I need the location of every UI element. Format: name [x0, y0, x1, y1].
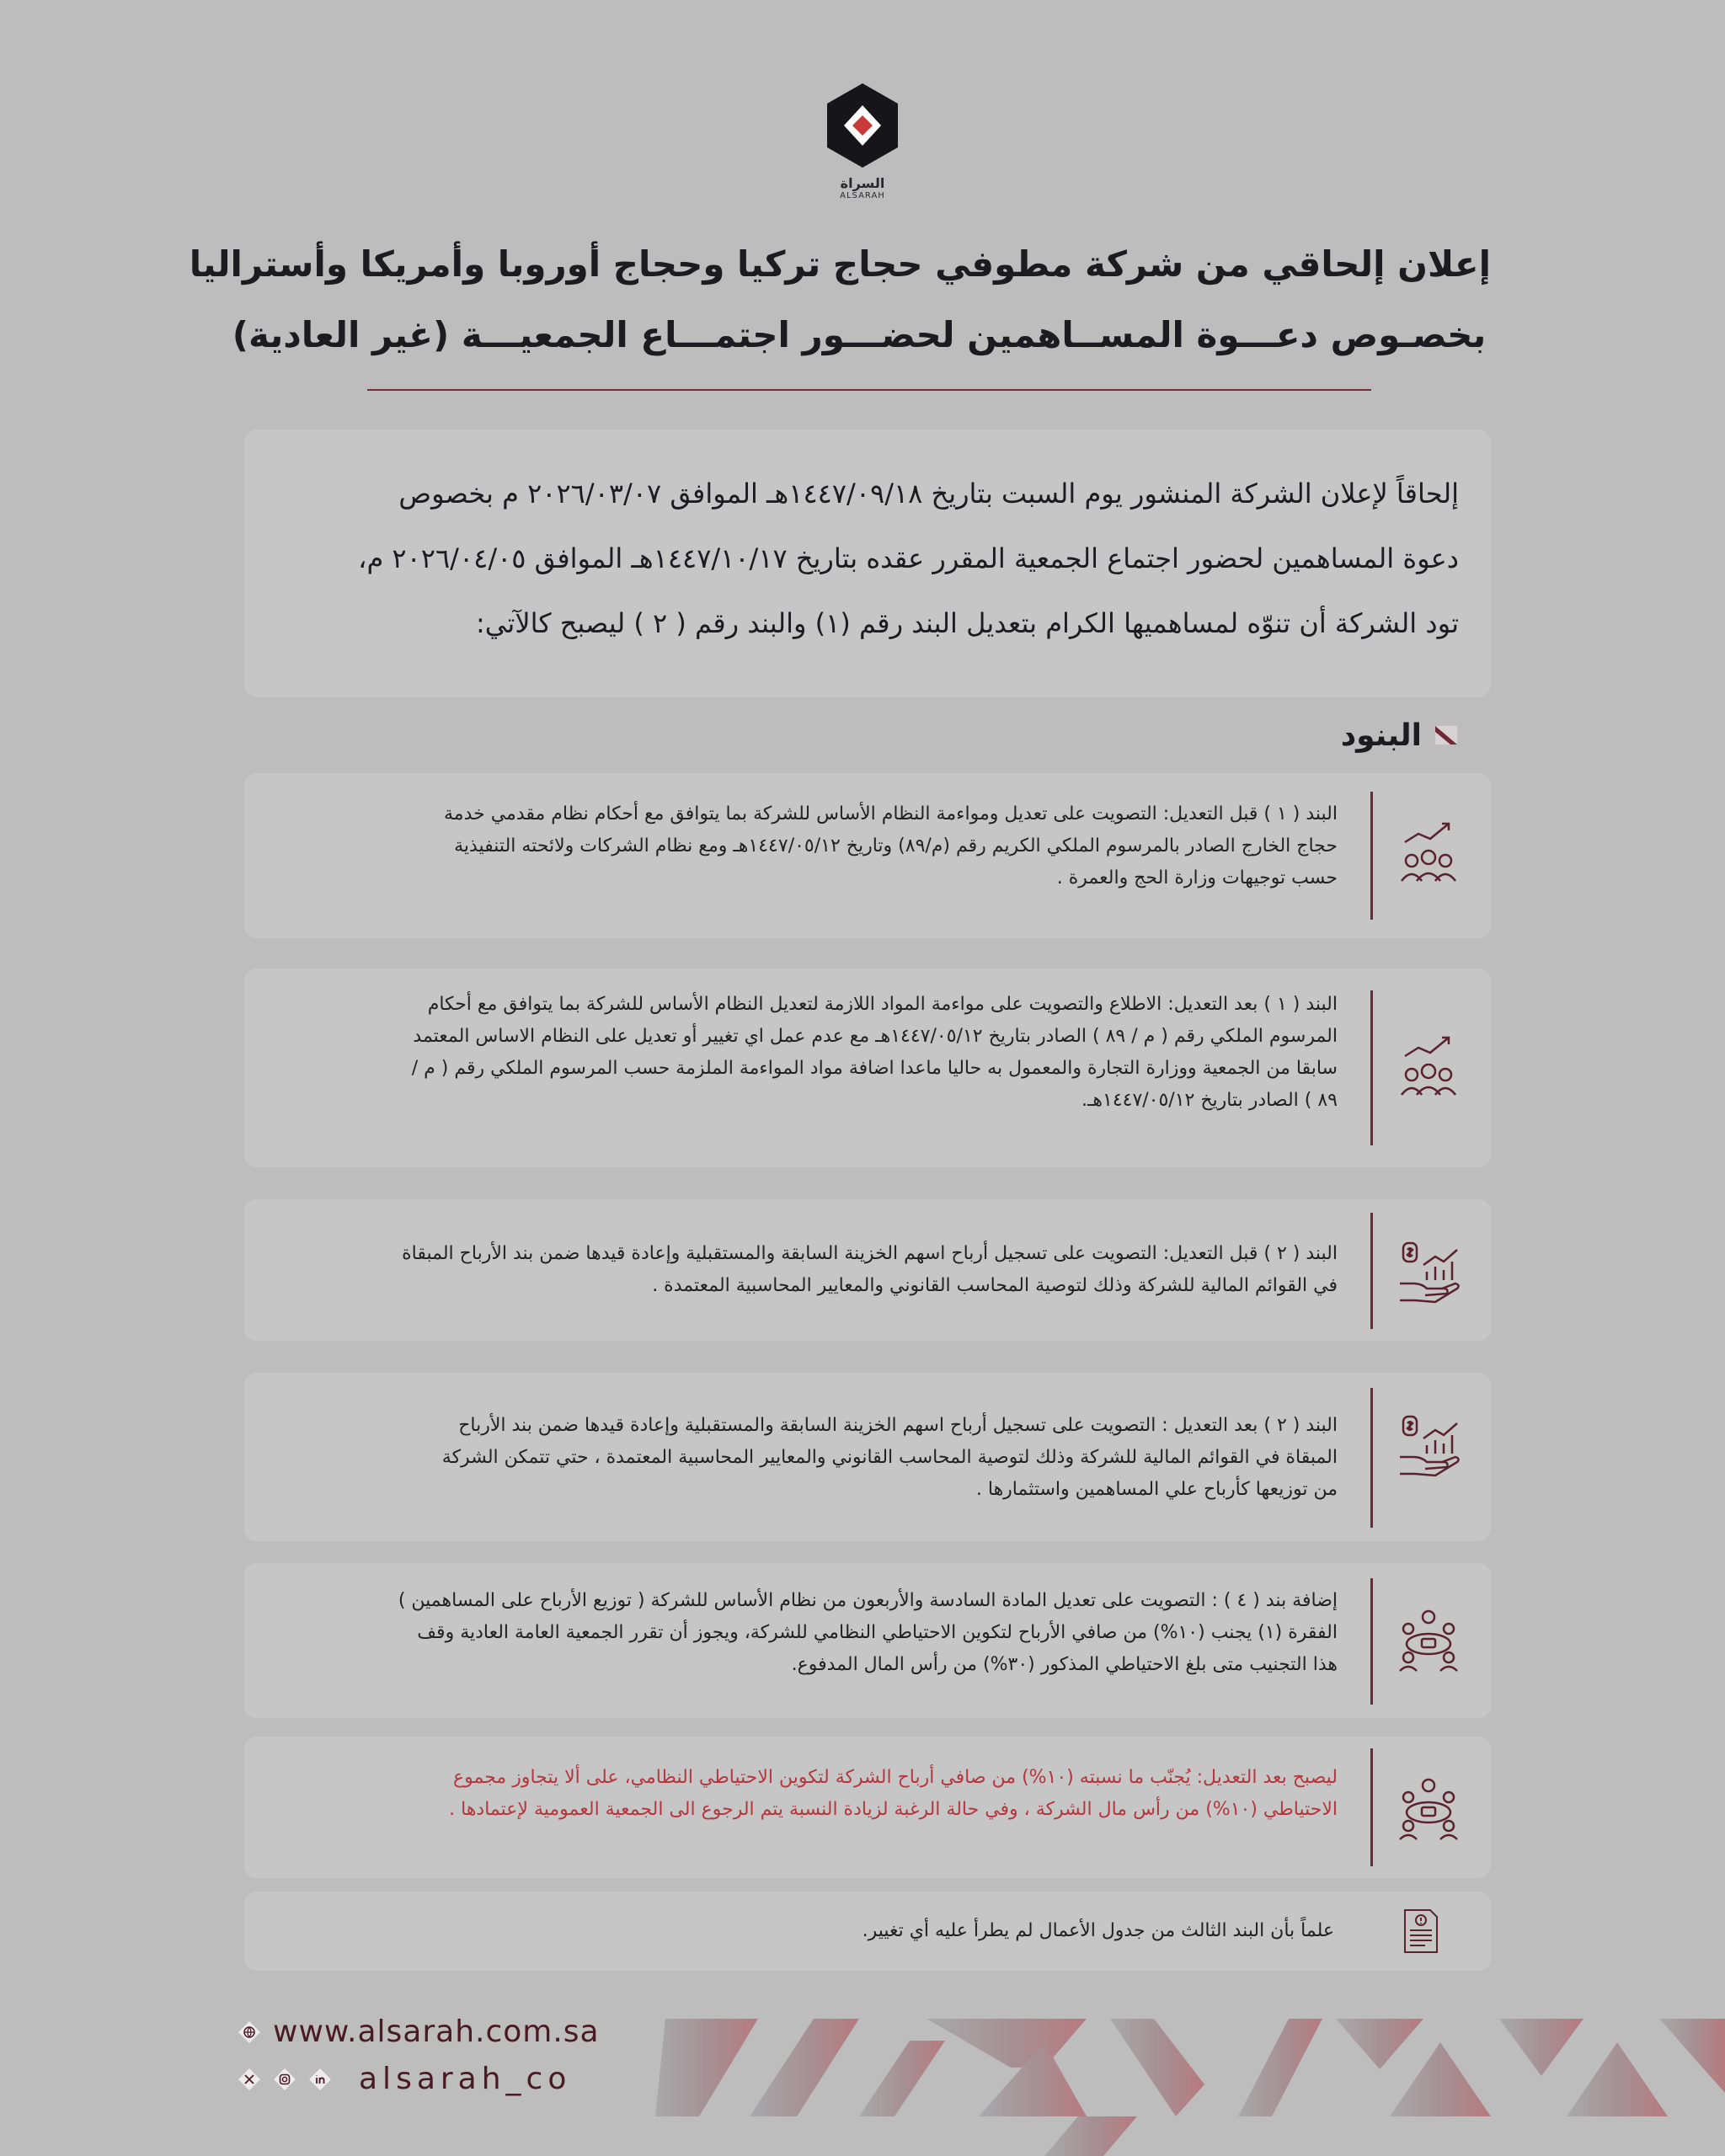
flag-icon [1434, 723, 1459, 748]
clause-line: حسب توجيهات وزارة الحج والعمرة . [1056, 867, 1338, 889]
clause-card [244, 1373, 1491, 1541]
section-header [1221, 712, 1459, 759]
clause-line: ٨٩ ) الصادر بتاريخ ١٤٤٧/٠٥/١٢هـ. [1081, 1090, 1338, 1111]
instagram-icon[interactable] [273, 2068, 296, 2091]
clause-text [310, 1410, 1338, 1506]
title-divider [367, 389, 1371, 391]
logo-hexagon-icon [820, 80, 905, 173]
people-growth-icon [1393, 817, 1464, 888]
clause-line: الفقرة (١) يجنب (١٠%) من صافي الأرباح لتكوين الاحتياطي النظامي للشركة، ويجوز أن تقرر الجمعية العامة العادية وقف [417, 1622, 1338, 1643]
announcement-title [189, 229, 1491, 371]
note-line: علماً بأن البند الثالث من جدول الأعمال لم يطرأ عليه أي تغيير. [862, 1920, 1334, 1941]
meeting-table-icon [1393, 1772, 1464, 1843]
money-chart-hand-icon [1393, 1235, 1464, 1305]
clause-card [244, 1199, 1491, 1341]
website-row [238, 2015, 600, 2049]
intro-line: تود الشركة أن تنوّه لمساهميها الكرام بتعديل البند رقم (١) والبند رقم ( ٢ ) ليصبح كالآتي: [475, 607, 1459, 639]
clause-card-amended [244, 1737, 1491, 1878]
card-divider [1370, 990, 1373, 1145]
social-handle[interactable]: alsarah_co [359, 2062, 572, 2096]
clause-line: البند ( ٢ ) بعد التعديل : التصويت على تسجيل أرباح اسهم الخزينة السابقة والمستقبلية وإعادة قيدها ضمن بند الأرباح [458, 1415, 1338, 1436]
card-divider [1370, 1388, 1373, 1528]
clause-line: ليصبح بعد التعديل: يُجنّب ما نسبته (١٠%) من صافي أرباح الشركة لتكوين الاحتياطي النظامي، على ألا يتجاوز مجموع [453, 1767, 1338, 1788]
card-divider [1370, 1578, 1373, 1705]
clause-text [310, 798, 1338, 894]
clause-line: البند ( ١ ) قبل التعديل: التصويت على تعديل ومواءمة النظام الأساس للشركة بما يتوافق مع أحكام نظام مقدمي خدمة [443, 803, 1338, 825]
clause-line: المرسوم الملكي رقم ( م / ٨٩ ) الصادر بتاريخ ١٤٤٧/٠٥/١٢هـ مع عدم عمل اي تغيير أو تعديل على النظام الاساس المعتمد [413, 1026, 1338, 1047]
document-icon [1397, 1907, 1445, 1956]
section-title: البنود [1340, 718, 1422, 753]
clause-card [244, 773, 1491, 938]
clause-line: البند ( ١ ) بعد التعديل: الاطلاع والتصويت على مواءمة المواد اللازمة لتعديل النظام الأساس للشركة بما يتوافق مع أحكام [427, 994, 1338, 1015]
website-link[interactable]: www.alsarah.com.sa [273, 2015, 600, 2049]
intro-line: إلحاقاً لإعلان الشركة المنشور يوم السبت بتاريخ ١٤٤٧/٠٩/١٨هـ الموافق ٢٠٢٦/٠٣/٠٧ م بخصوص [398, 478, 1459, 510]
clause-line: من توزيعها كأرباح علي المساهمين واستثمارها . [975, 1479, 1338, 1500]
card-divider [1370, 1748, 1373, 1866]
clause-card [244, 1563, 1491, 1718]
clause-line: حجاج الخارج الصادر بالمرسوم الملكي الكريم رقم (م/٨٩) وتاريخ ١٤٤٧/٠٥/١٢هـ ومع نظام الشركات ولائحته التنفيذية [454, 835, 1338, 857]
money-chart-hand-icon [1393, 1408, 1464, 1479]
clause-text [310, 1762, 1338, 1826]
company-logo [820, 80, 905, 201]
people-growth-icon [1393, 1031, 1464, 1102]
clause-line: البند ( ٢ ) قبل التعديل: التصويت على تسجيل أرباح اسهم الخزينة السابقة والمستقبلية وإعادة قيدها ضمن بند الأرباح المبقاة [402, 1243, 1338, 1264]
x-icon[interactable] [238, 2068, 261, 2091]
clause-line: المبقاة في القوائم المالية للشركة وذلك لتوصية المحاسب القانوني والمعايير المحاسبية المعتمدة ، حتي تتمكن الشركة [441, 1447, 1338, 1468]
meeting-table-icon [1393, 1604, 1464, 1674]
decorative-pattern [649, 2009, 1725, 2156]
title-line-1: إعلان إلحاقي من شركة مطوفي حجاج تركيا وحجاج أوروبا وأمريكا وأستراليا [189, 243, 1491, 285]
logo-name-arabic: السراة [840, 175, 885, 191]
clause-text [310, 1585, 1338, 1681]
title-line-2: بخصـوص دعـــوة المســاهمين لحضـــور اجتمـــاع الجمعيـــة (غير العادية) [232, 314, 1487, 355]
note-card [244, 1892, 1491, 1971]
note-text [307, 1915, 1334, 1947]
globe-icon [238, 2020, 261, 2044]
clause-text [310, 989, 1338, 1117]
clause-text [310, 1238, 1338, 1302]
clause-line: إضافة بند ( ٤ ) : التصويت على تعديل المادة السادسة والأربعون من نظام الأساس للشركة ( توزيع الأرباح على المساهمين ) [398, 1590, 1338, 1611]
clause-card [244, 969, 1491, 1167]
card-divider [1370, 792, 1373, 920]
social-row [238, 2062, 571, 2096]
clause-line: سابقا من الجمعية ووزارة التجارة والمعمول به حاليا ماعدا اضافة مواد المواءمة الملزمة حسب المرسوم الملكي رقم ( م / [411, 1058, 1338, 1079]
intro-box [244, 430, 1491, 697]
clause-line: في القوائم المالية للشركة وذلك لتوصية المحاسب القانوني والمعايير المحاسبية المعتمدة . [652, 1275, 1338, 1296]
logo-name-english: ALSARAH [840, 191, 885, 200]
clause-line: هذا التجنيب متى بلغ الاحتياطي المذكور (٣٠%) من رأس المال المدفوع. [791, 1654, 1338, 1675]
clause-line: الاحتياطي (١٠%) من رأس مال الشركة ، وفي حالة الرغبة لزيادة النسبة يتم الرجوع الى الجمعية العمومية لإعتمادها . [449, 1799, 1338, 1820]
card-divider [1370, 1213, 1373, 1329]
intro-line: دعوة المساهمين لحضور اجتماع الجمعية المقرر عقده بتاريخ ١٤٤٧/١٠/١٧هـ الموافق ٢٠٢٦/٠٤/٠٥ م، [358, 542, 1459, 574]
linkedin-icon[interactable] [308, 2068, 332, 2091]
